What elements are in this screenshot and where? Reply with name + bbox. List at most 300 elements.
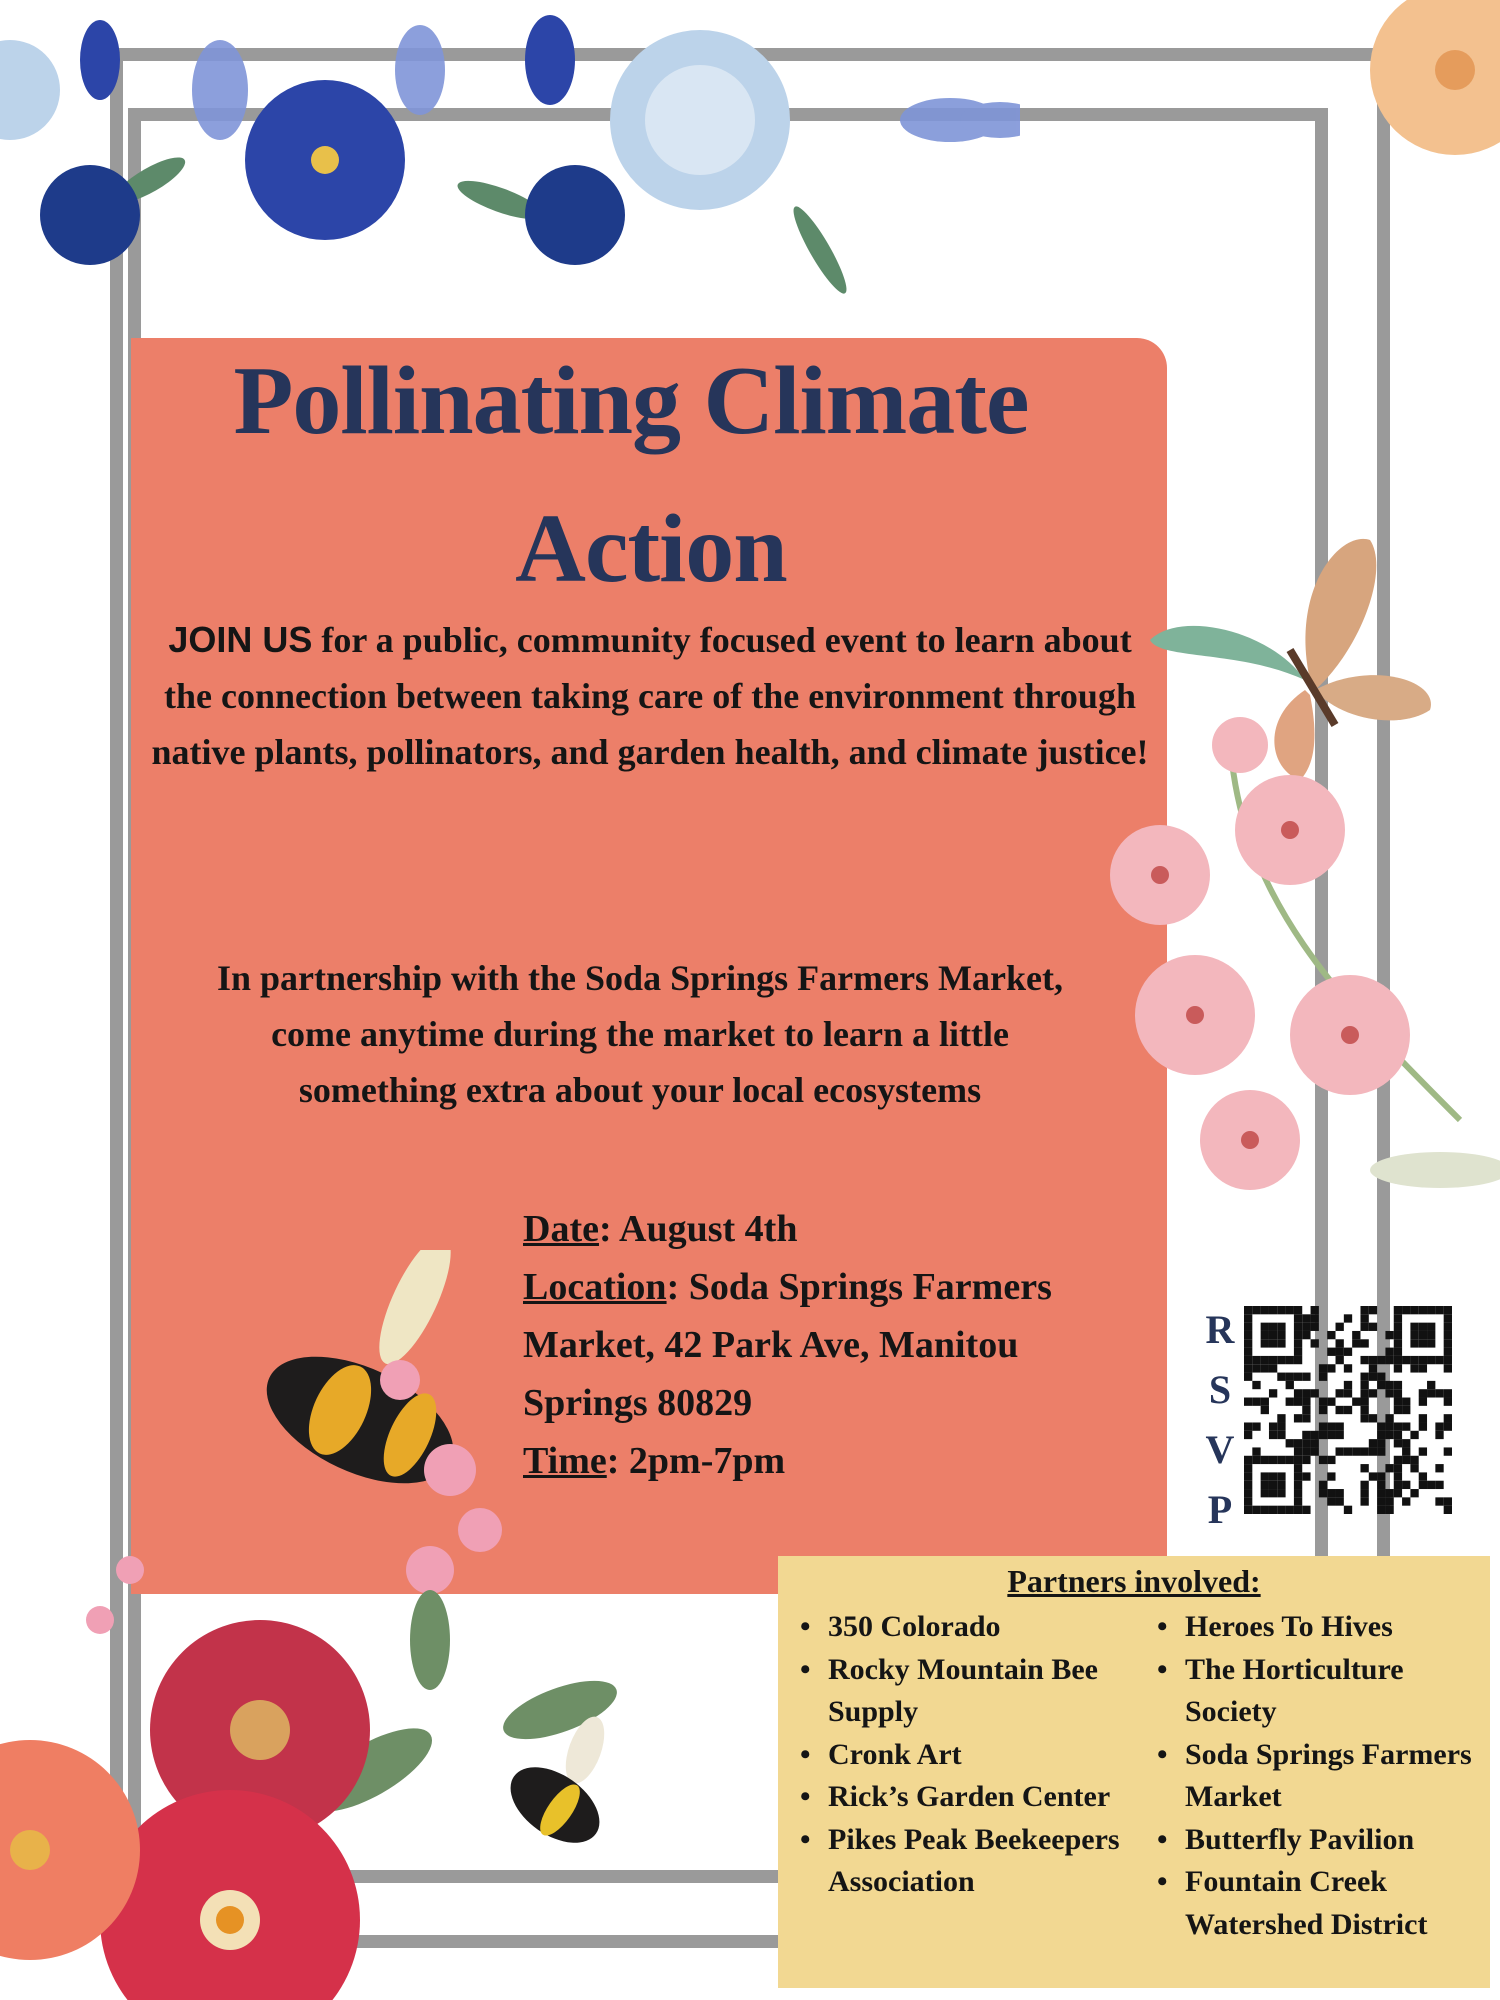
partner-item: • 350 Colorado — [778, 1606, 1138, 1649]
qr-module — [1294, 1331, 1302, 1339]
qr-module — [1444, 1389, 1452, 1397]
qr-module — [1244, 1348, 1252, 1356]
qr-module — [1277, 1489, 1285, 1497]
qr-module — [1394, 1356, 1402, 1364]
qr-module — [1261, 1331, 1269, 1339]
qr-module — [1277, 1456, 1285, 1464]
qr-module — [1252, 1356, 1260, 1364]
qr-module — [1394, 1314, 1402, 1322]
qr-module — [1402, 1497, 1410, 1505]
rsvp-letter: V — [1205, 1427, 1235, 1472]
qr-module — [1352, 1398, 1360, 1406]
qr-module — [1344, 1314, 1352, 1322]
qr-module — [1444, 1348, 1452, 1356]
qr-module — [1360, 1381, 1368, 1389]
qr-module — [1286, 1381, 1294, 1389]
qr-module — [1427, 1339, 1435, 1347]
qr-module — [1369, 1447, 1377, 1455]
qr-module — [1302, 1331, 1310, 1339]
qr-module — [1277, 1422, 1285, 1430]
pink-blossom-branch-icon — [1100, 700, 1500, 1260]
qr-module — [1369, 1306, 1377, 1314]
qr-module — [1360, 1489, 1368, 1497]
qr-module — [1327, 1422, 1335, 1430]
qr-module — [1269, 1364, 1277, 1372]
qr-module — [1336, 1489, 1344, 1497]
qr-module — [1444, 1398, 1452, 1406]
time-value: : 2pm-7pm — [606, 1440, 786, 1482]
qr-module — [1327, 1331, 1335, 1339]
qr-module — [1294, 1447, 1302, 1455]
qr-module — [1294, 1439, 1302, 1447]
rsvp-letter: R — [1205, 1307, 1235, 1352]
qr-module — [1311, 1447, 1319, 1455]
rsvp-label — [1200, 1300, 1240, 1540]
qr-module — [1385, 1422, 1393, 1430]
title-line-2: Action — [515, 495, 787, 603]
qr-module — [1286, 1398, 1294, 1406]
qr-module — [1385, 1381, 1393, 1389]
qr-module — [1302, 1447, 1310, 1455]
qr-module — [1444, 1414, 1452, 1422]
qr-module — [1419, 1398, 1427, 1406]
qr-module — [1427, 1323, 1435, 1331]
qr-module — [1444, 1497, 1452, 1505]
partner-item: • Soda Springs Farmers Market — [1135, 1734, 1490, 1819]
partner-item: • Pikes Peak Beekeepers Association — [778, 1819, 1138, 1904]
qr-module — [1360, 1314, 1368, 1322]
qr-module — [1394, 1398, 1402, 1406]
qr-module — [1410, 1339, 1418, 1347]
qr-module — [1327, 1364, 1335, 1372]
qr-module — [1352, 1339, 1360, 1347]
qr-module — [1327, 1489, 1335, 1497]
partner-item: • Butterfly Pavilion — [1135, 1819, 1490, 1862]
qr-module — [1360, 1339, 1368, 1347]
qr-module — [1302, 1398, 1310, 1406]
qr-module — [1385, 1464, 1393, 1472]
qr-module — [1269, 1489, 1277, 1497]
qr-module — [1344, 1364, 1352, 1372]
qr-module — [1385, 1389, 1393, 1397]
qr-module — [1244, 1422, 1252, 1430]
peach-flower-icon — [1360, 0, 1500, 170]
qr-module — [1294, 1348, 1302, 1356]
qr-module — [1269, 1506, 1277, 1514]
qr-module — [1261, 1456, 1269, 1464]
partner-item: • Cronk Art — [778, 1734, 1138, 1777]
qr-module — [1394, 1456, 1402, 1464]
qr-module — [1435, 1497, 1443, 1505]
qr-module — [1261, 1356, 1269, 1364]
qr-module — [1319, 1373, 1327, 1381]
qr-module — [1336, 1323, 1344, 1331]
qr-module — [1319, 1489, 1327, 1497]
qr-module — [1385, 1497, 1393, 1505]
qr-module — [1286, 1506, 1294, 1514]
qr-module — [1302, 1456, 1310, 1464]
qr-module — [1311, 1306, 1319, 1314]
qr-module — [1410, 1364, 1418, 1372]
qr-module — [1252, 1447, 1260, 1455]
qr-module — [1377, 1381, 1385, 1389]
qr-module — [1360, 1356, 1368, 1364]
qr-module — [1377, 1489, 1385, 1497]
partner-item: • The Horticulture Society — [1135, 1649, 1490, 1734]
qr-module — [1302, 1373, 1310, 1381]
qr-module — [1294, 1497, 1302, 1505]
qr-module — [1369, 1323, 1377, 1331]
qr-module — [1294, 1339, 1302, 1347]
qr-module — [1277, 1356, 1285, 1364]
qr-module — [1435, 1464, 1443, 1472]
qr-module — [1402, 1481, 1410, 1489]
qr-module — [1244, 1339, 1252, 1347]
qr-module — [1385, 1489, 1393, 1497]
qr-module — [1394, 1464, 1402, 1472]
qr-module — [1402, 1398, 1410, 1406]
qr-module — [1419, 1422, 1427, 1430]
qr-module — [1377, 1439, 1385, 1447]
qr-module — [1294, 1481, 1302, 1489]
qr-module — [1261, 1406, 1269, 1414]
qr-module — [1244, 1314, 1252, 1322]
qr-module — [1385, 1506, 1393, 1514]
qr-module — [1344, 1389, 1352, 1397]
qr-module — [1252, 1422, 1260, 1430]
qr-module — [1419, 1331, 1427, 1339]
qr-module — [1394, 1422, 1402, 1430]
intro-body: for a public, community focused event to learn about the connection between taking care of the environment through native plants, pollinators, and garden health, and climate justice! — [151, 620, 1149, 772]
partner-item: • Heroes To Hives — [1135, 1606, 1490, 1649]
qr-module — [1394, 1323, 1402, 1331]
qr-module — [1360, 1464, 1368, 1472]
qr-module — [1302, 1472, 1310, 1480]
qr-module — [1269, 1431, 1277, 1439]
partners-heading: Partners involved: — [1007, 1563, 1261, 1599]
qr-module — [1410, 1464, 1418, 1472]
qr-module — [1435, 1306, 1443, 1314]
qr-module — [1261, 1489, 1269, 1497]
qr-module — [1244, 1497, 1252, 1505]
partner-item: • Fountain Creek Watershed District — [1135, 1861, 1490, 1946]
qr-module — [1360, 1481, 1368, 1489]
qr-module — [1302, 1406, 1310, 1414]
qr-module — [1344, 1506, 1352, 1514]
qr-module — [1360, 1414, 1368, 1422]
qr-module — [1269, 1323, 1277, 1331]
partners-column-2 — [1135, 1606, 1490, 1946]
qr-module — [1244, 1306, 1252, 1314]
qr-module — [1369, 1373, 1377, 1381]
qr-module — [1336, 1497, 1344, 1505]
qr-module — [1394, 1348, 1402, 1356]
event-details — [523, 1200, 1123, 1490]
qr-module — [1344, 1406, 1352, 1414]
qr-module — [1319, 1481, 1327, 1489]
qr-module — [1302, 1323, 1310, 1331]
qr-module — [1327, 1348, 1335, 1356]
qr-module — [1419, 1447, 1427, 1455]
qr-module — [1244, 1456, 1252, 1464]
qr-module — [1427, 1331, 1435, 1339]
qr-module — [1277, 1506, 1285, 1514]
qr-module — [1427, 1356, 1435, 1364]
qr-module — [1360, 1497, 1368, 1505]
qr-module — [1277, 1373, 1285, 1381]
qr-module — [1369, 1356, 1377, 1364]
qr-module — [1302, 1389, 1310, 1397]
qr-module — [1377, 1431, 1385, 1439]
qr-module — [1336, 1339, 1344, 1347]
qr-module — [1269, 1331, 1277, 1339]
qr-module — [1336, 1356, 1344, 1364]
qr-module — [1277, 1331, 1285, 1339]
qr-module — [1319, 1422, 1327, 1430]
qr-module — [1360, 1406, 1368, 1414]
qr-module — [1302, 1314, 1310, 1322]
qr-module — [1444, 1314, 1452, 1322]
join-us-lead: JOIN US — [168, 619, 313, 660]
qr-module — [1394, 1431, 1402, 1439]
qr-module — [1377, 1373, 1385, 1381]
qr-module — [1261, 1323, 1269, 1331]
qr-module — [1394, 1472, 1402, 1480]
qr-module — [1360, 1306, 1368, 1314]
qr-module — [1327, 1456, 1335, 1464]
qr-module — [1394, 1481, 1402, 1489]
qr-module — [1311, 1339, 1319, 1347]
qr-module — [1352, 1447, 1360, 1455]
qr-module — [1244, 1356, 1252, 1364]
qr-module — [1261, 1481, 1269, 1489]
qr-module — [1402, 1422, 1410, 1430]
qr-module — [1435, 1356, 1443, 1364]
qr-module — [1419, 1339, 1427, 1347]
qr-module — [1319, 1398, 1327, 1406]
qr-module — [1444, 1364, 1452, 1372]
qr-module — [1277, 1481, 1285, 1489]
qr-module — [1377, 1356, 1385, 1364]
qr-module — [1377, 1481, 1385, 1489]
qr-module — [1360, 1373, 1368, 1381]
partners-box — [778, 1556, 1490, 1988]
qr-module — [1402, 1406, 1410, 1414]
qr-module — [1269, 1481, 1277, 1489]
qr-module — [1385, 1414, 1393, 1422]
qr-module — [1311, 1431, 1319, 1439]
qr-module — [1419, 1472, 1427, 1480]
qr-module — [1261, 1306, 1269, 1314]
qr-module — [1269, 1422, 1277, 1430]
qr-module — [1294, 1506, 1302, 1514]
intro-text — [150, 612, 1150, 780]
qr-module — [1269, 1356, 1277, 1364]
qr-module — [1244, 1481, 1252, 1489]
qr-module — [1294, 1489, 1302, 1497]
qr-module — [1394, 1381, 1402, 1389]
qr-module — [1319, 1431, 1327, 1439]
qr-module — [1344, 1348, 1352, 1356]
qr-module — [1410, 1356, 1418, 1364]
qr-module — [1369, 1364, 1377, 1372]
qr-module — [1419, 1323, 1427, 1331]
qr-module — [1444, 1323, 1452, 1331]
qr-module — [1444, 1422, 1452, 1430]
rsvp-qr-code[interactable] — [1244, 1306, 1452, 1514]
qr-module — [1360, 1323, 1368, 1331]
small-bee-icon — [490, 1710, 650, 1890]
qr-module — [1269, 1306, 1277, 1314]
qr-module — [1311, 1314, 1319, 1322]
qr-module — [1244, 1464, 1252, 1472]
qr-module — [1410, 1323, 1418, 1331]
qr-module — [1269, 1472, 1277, 1480]
qr-module — [1410, 1489, 1418, 1497]
qr-module — [1377, 1506, 1385, 1514]
qr-module — [1377, 1497, 1385, 1505]
qr-module — [1394, 1489, 1402, 1497]
qr-module — [1294, 1398, 1302, 1406]
qr-module — [1394, 1306, 1402, 1314]
qr-module — [1394, 1406, 1402, 1414]
partner-item: • Rocky Mountain Bee Supply — [778, 1649, 1138, 1734]
qr-module — [1261, 1398, 1269, 1406]
qr-module — [1244, 1489, 1252, 1497]
qr-module — [1311, 1323, 1319, 1331]
qr-module — [1294, 1306, 1302, 1314]
qr-module — [1261, 1506, 1269, 1514]
qr-module — [1252, 1456, 1260, 1464]
qr-module — [1410, 1331, 1418, 1339]
partnership-text: In partnership with the Soda Springs Farmers Market, come anytime during the market to learn a little something extra about your local ecosystems — [216, 958, 1064, 1110]
qr-module — [1302, 1414, 1310, 1422]
qr-module — [1402, 1439, 1410, 1447]
location-value: : Soda Springs Farmers Market, 42 Park Ave, Manitou Springs 80829 — [523, 1266, 1052, 1424]
qr-module — [1294, 1414, 1302, 1422]
qr-module — [1336, 1389, 1344, 1397]
qr-module — [1402, 1447, 1410, 1455]
qr-module — [1444, 1331, 1452, 1339]
qr-module — [1344, 1381, 1352, 1389]
qr-module — [1369, 1472, 1377, 1480]
qr-module — [1302, 1431, 1310, 1439]
qr-module — [1302, 1439, 1310, 1447]
qr-module — [1252, 1398, 1260, 1406]
qr-module — [1327, 1472, 1335, 1480]
qr-module — [1410, 1456, 1418, 1464]
qr-module — [1435, 1389, 1443, 1397]
qr-module — [1369, 1439, 1377, 1447]
qr-module — [1244, 1472, 1252, 1480]
qr-module — [1410, 1306, 1418, 1314]
qr-module — [1244, 1364, 1252, 1372]
qr-module — [1327, 1398, 1335, 1406]
qr-module — [1327, 1431, 1335, 1439]
qr-module — [1286, 1356, 1294, 1364]
qr-module — [1444, 1306, 1452, 1314]
qr-module — [1277, 1339, 1285, 1347]
qr-module — [1336, 1431, 1344, 1439]
qr-module — [1394, 1331, 1402, 1339]
qr-module — [1385, 1331, 1393, 1339]
qr-module — [1394, 1439, 1402, 1447]
qr-module — [1385, 1356, 1393, 1364]
qr-module — [1294, 1464, 1302, 1472]
qr-module — [1319, 1456, 1327, 1464]
qr-module — [1419, 1414, 1427, 1422]
qr-module — [1294, 1389, 1302, 1397]
qr-module — [1427, 1481, 1435, 1489]
qr-module — [1244, 1331, 1252, 1339]
qr-module — [1244, 1323, 1252, 1331]
blue-flower-garland-icon — [0, 0, 1020, 330]
qr-module — [1419, 1364, 1427, 1372]
qr-module — [1419, 1481, 1427, 1489]
qr-module — [1294, 1314, 1302, 1322]
qr-module — [1302, 1506, 1310, 1514]
qr-module — [1261, 1339, 1269, 1347]
qr-module — [1294, 1456, 1302, 1464]
partners-column-1 — [778, 1606, 1138, 1904]
qr-module — [1419, 1306, 1427, 1314]
qr-module — [1410, 1431, 1418, 1439]
qr-module — [1369, 1414, 1377, 1422]
location-label: Location — [523, 1266, 667, 1308]
qr-module — [1269, 1456, 1277, 1464]
qr-module — [1402, 1306, 1410, 1314]
qr-module — [1427, 1389, 1435, 1397]
qr-module — [1377, 1447, 1385, 1455]
qr-module — [1419, 1389, 1427, 1397]
qr-module — [1385, 1348, 1393, 1356]
qr-module — [1311, 1389, 1319, 1397]
qr-module — [1286, 1456, 1294, 1464]
qr-module — [1444, 1356, 1452, 1364]
qr-module — [1286, 1373, 1294, 1381]
qr-module — [1344, 1447, 1352, 1455]
qr-module — [1294, 1472, 1302, 1480]
qr-module — [1277, 1472, 1285, 1480]
rsvp-letter: P — [1207, 1487, 1233, 1532]
qr-module — [1261, 1472, 1269, 1480]
qr-module — [1244, 1431, 1252, 1439]
qr-module — [1394, 1339, 1402, 1347]
qr-module — [1327, 1497, 1335, 1505]
qr-module — [1360, 1447, 1368, 1455]
qr-module — [1435, 1481, 1443, 1489]
qr-module — [1319, 1364, 1327, 1372]
title-line-1: Pollinating Climate — [233, 347, 1029, 455]
qr-module — [1435, 1431, 1443, 1439]
qr-module — [1261, 1364, 1269, 1372]
partner-item: • Rick’s Garden Center — [778, 1776, 1138, 1819]
qr-module — [1252, 1381, 1260, 1389]
time-label: Time — [523, 1440, 607, 1482]
qr-module — [1377, 1472, 1385, 1480]
qr-module — [1377, 1422, 1385, 1430]
qr-module — [1336, 1406, 1344, 1414]
qr-module — [1336, 1447, 1344, 1455]
qr-module — [1360, 1398, 1368, 1406]
qr-module — [1419, 1356, 1427, 1364]
qr-module — [1244, 1398, 1252, 1406]
qr-module — [1427, 1381, 1435, 1389]
qr-module — [1369, 1389, 1377, 1397]
qr-module — [1277, 1431, 1285, 1439]
rsvp-letter: S — [1208, 1367, 1232, 1412]
qr-module — [1352, 1331, 1360, 1339]
